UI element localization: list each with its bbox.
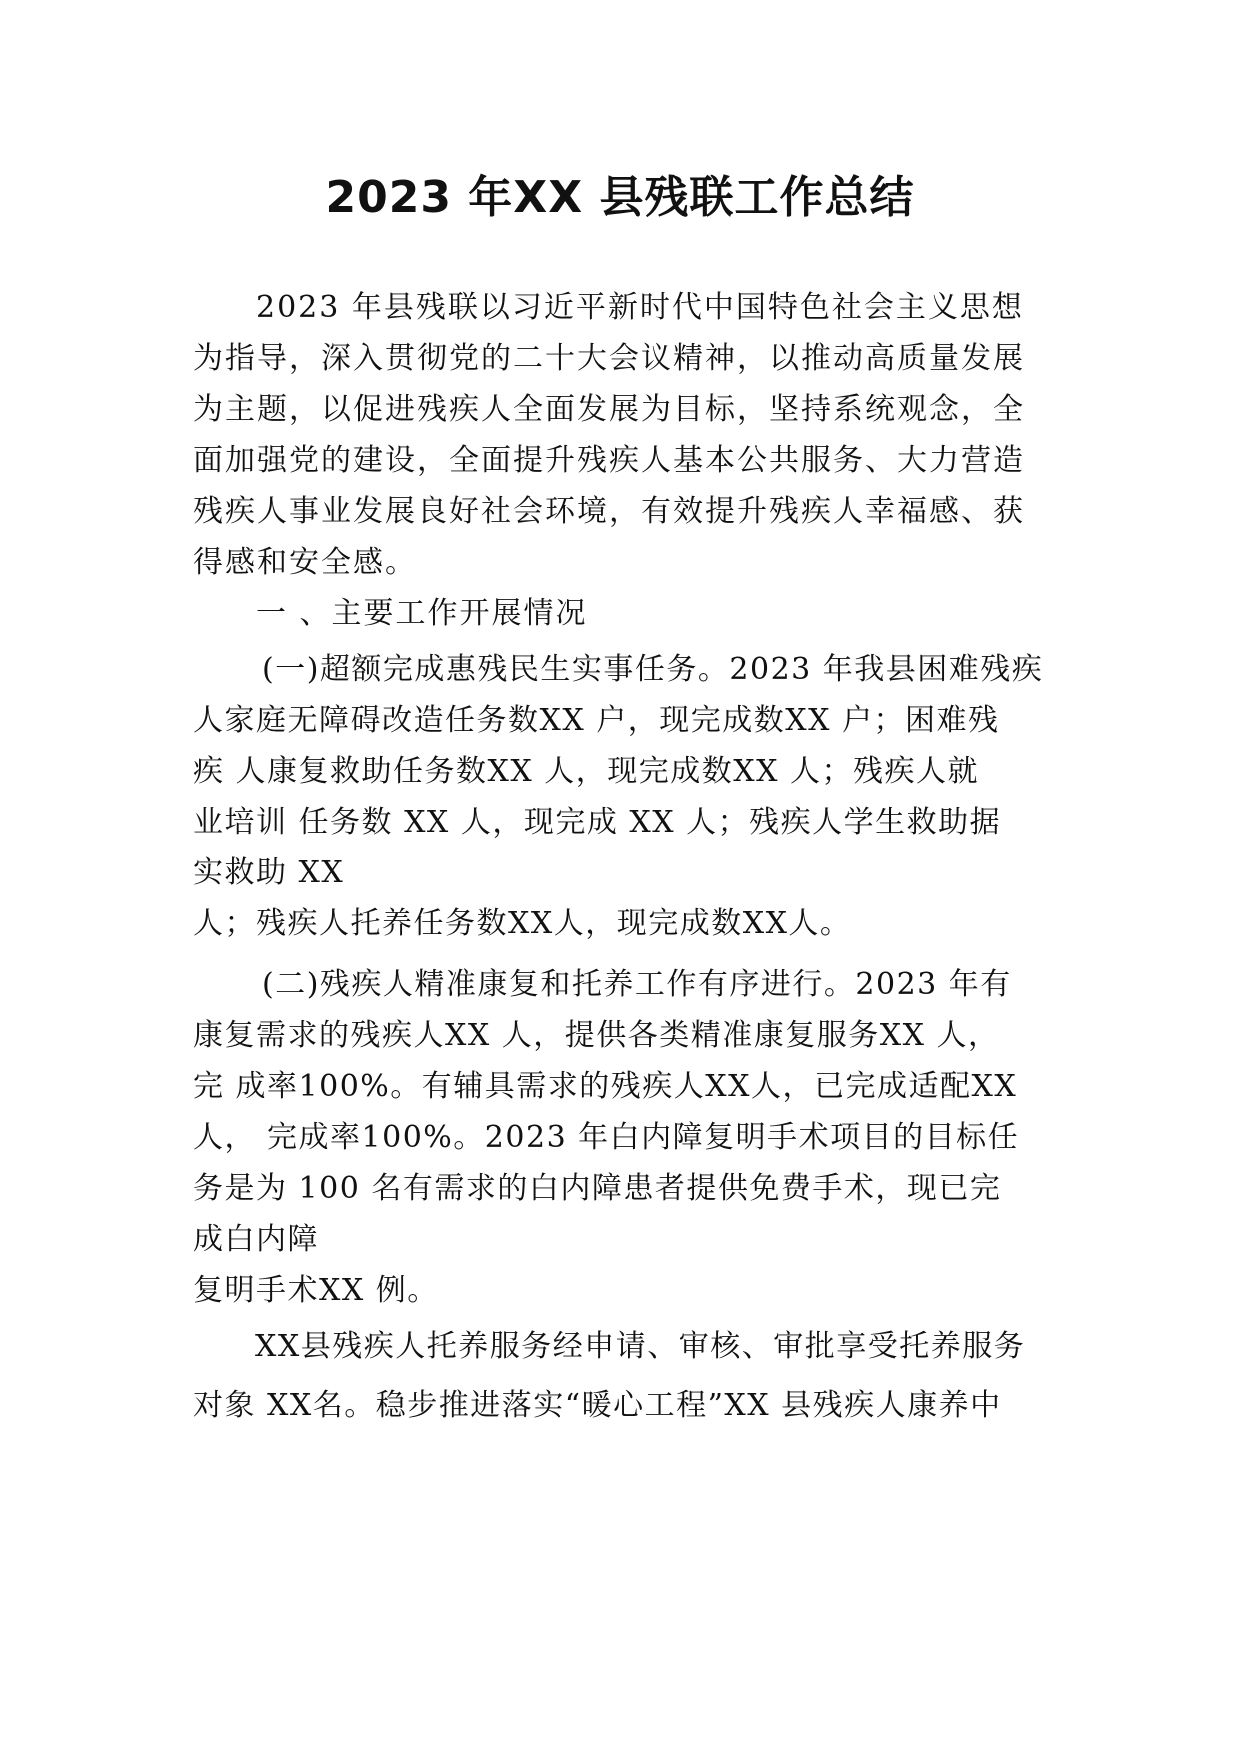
paragraph-line: 人， 完成率100%。2023 年白内障复明手术项目的目标任 xyxy=(193,1120,1020,1155)
paragraph-line: 业培训 任务数 XX 人，现完成 XX 人；残疾人学生救助据 xyxy=(193,805,1002,840)
paragraph-line: 人；残疾人托养任务数XX人，现完成数XX人。 xyxy=(193,906,852,941)
paragraph-line: 人家庭无障碍改造任务数XX 户，现完成数XX 户；困难残 xyxy=(193,703,1000,738)
section-heading: 一 、主要工作开展情况 xyxy=(256,596,588,631)
paragraph-line: 复明手术XX 例。 xyxy=(193,1273,439,1308)
paragraph-line: 疾 人康复救助任务数XX 人，现完成数XX 人；残疾人就 xyxy=(193,754,980,789)
paragraph-line: (二)残疾人精准康复和托养工作有序进行。2023 年有 xyxy=(262,967,1012,1002)
paragraph-line: 对象 XX名。稳步推进落实“暖心工程”XX 县残疾人康养中 xyxy=(193,1388,1002,1423)
paragraph-line: 面加强党的建设，全面提升残疾人基本公共服务、大力营造 xyxy=(193,443,1025,478)
paragraph-line: 2023 年县残联以习近平新时代中国特色社会主义思想 xyxy=(256,290,1024,325)
paragraph-line: (一)超额完成惠残民生实事任务。2023 年我县困难残疾 xyxy=(262,652,1044,687)
paragraph-line: 完 成率100%。有辅具需求的残疾人XX人，已完成适配XX xyxy=(193,1069,1018,1104)
paragraph-line: 得感和安全感。 xyxy=(193,545,417,580)
paragraph-line: 康复需求的残疾人XX 人，提供各类精准康复服务XX 人， xyxy=(193,1018,1000,1053)
paragraph-line: XX县残疾人托养服务经申请、审核、审批享受托养服务 xyxy=(255,1329,1026,1364)
document-title: 2023 年XX 县残联工作总结 xyxy=(325,172,915,223)
paragraph-line: 成白内障 xyxy=(193,1222,319,1257)
paragraph-line: 为主题，以促进残疾人全面发展为目标，坚持系统观念，全 xyxy=(193,392,1025,427)
paragraph-line: 残疾人事业发展良好社会环境，有效提升残疾人幸福感、获 xyxy=(193,494,1025,529)
paragraph-line: 务是为 100 名有需求的白内障患者提供免费手术，现已完 xyxy=(193,1171,1002,1206)
paragraph-line: 实救助 XX xyxy=(193,855,345,890)
paragraph-line: 为指导，深入贯彻党的二十大会议精神，以推动高质量发展 xyxy=(193,341,1025,376)
